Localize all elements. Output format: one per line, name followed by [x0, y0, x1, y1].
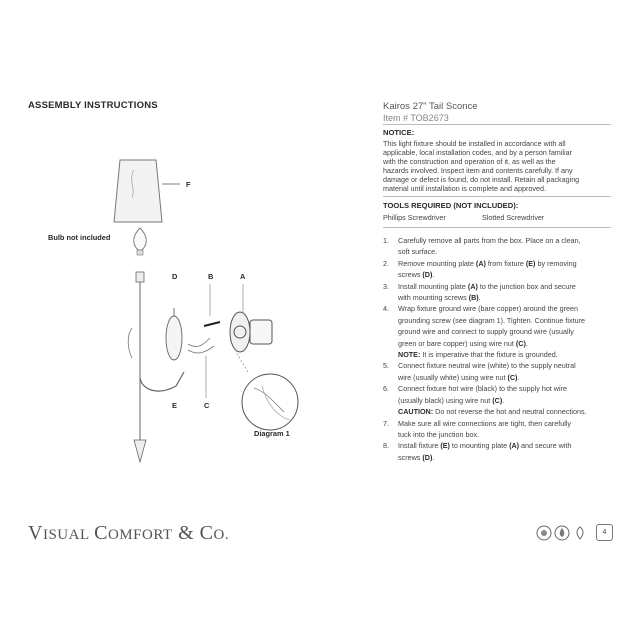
brand-logo: VISUAL COMFORT & CO. [28, 522, 230, 544]
led-bulb-icon [577, 527, 583, 539]
label-f: F [186, 180, 191, 189]
notice-text: This light fixture should be installed in accordance with all applicable, local installation codes, and by a person familiar with the construction and operation of it, as well as the hazards involved. Inspect item and contents carefully. If any damage or defect is found, do not install. Retain all packaging material until installation is complete and approved. [383, 139, 580, 193]
tool-item: Slotted Screwdriver [482, 213, 545, 222]
item-number: Item # TOB2673 [383, 113, 449, 123]
diagram-1-label: Diagram 1 [254, 429, 290, 438]
product-title: Kairos 27" Tail Sconce [383, 101, 478, 112]
step-item: 1. Carefully remove all parts from the box. Place on a clean, soft surface. [383, 236, 581, 257]
bulb-icon [134, 228, 147, 255]
label-b: B [208, 272, 214, 281]
lamp-shade-icon [114, 160, 180, 222]
diagram-1-detail-icon [236, 352, 298, 430]
damp-location-icon [555, 526, 569, 540]
step-item: 6. Connect fixture hot wire (black) to the supply hot wire (usually black) using wire nut (C). CAUTION: Do not reverse the hot and neutral connections. [383, 384, 587, 417]
divider [383, 227, 611, 228]
divider [383, 196, 611, 197]
notice-heading: NOTICE: [383, 128, 415, 137]
step-item: 8. Install fixture (E) to mounting plate (A) and secure with screws (D). [383, 441, 572, 462]
step-item: 3. Install mounting plate (A) to the junction box and secure with mounting screws (B). [383, 281, 576, 303]
step-item: 4. Wrap fixture ground wire (bare copper) around the green grounding screw (see diagram 1). Tighten. Continue fixture ground wire and connect to supply ground wire (usually green or bare copper) using wire nut (C). NOTE: It is imperative that the fixture is grounded. [383, 304, 585, 360]
step-item: 7. Make sure all wire connections are tight, then carefully tuck into the junction box. [383, 418, 571, 439]
bulb-label: Bulb not included [48, 233, 111, 242]
mounting-plate-icon [230, 312, 272, 352]
etl-listed-icon [537, 526, 551, 540]
tool-item: Phillips Screwdriver [383, 213, 446, 222]
label-e: E [172, 401, 177, 410]
step-item: 5. Connect fixture neutral wire (white) to the supply neutral wire (usually white) using wire nut (C). [383, 361, 576, 382]
divider [383, 124, 611, 125]
label-c: C [204, 401, 210, 410]
label-a: A [240, 272, 246, 281]
page-heading: ASSEMBLY INSTRUCTIONS [28, 100, 158, 111]
assembly-diagram [28, 140, 318, 480]
label-d: D [172, 272, 178, 281]
certification-icons [536, 524, 592, 542]
page-number: 4 [596, 524, 613, 541]
instruction-steps [383, 235, 613, 463]
step-item: 2. Remove mounting plate (A) from fixture (E) by removing screws (D). [383, 258, 577, 280]
tools-heading: TOOLS REQUIRED (NOT INCLUDED): [383, 201, 519, 210]
